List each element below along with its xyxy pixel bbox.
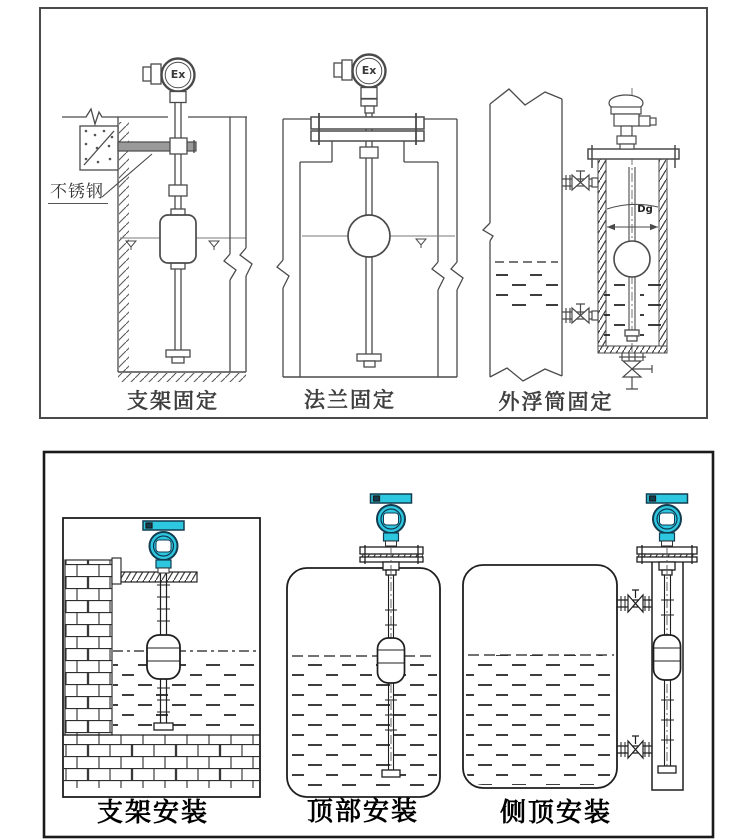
- caption-bracket-installation: 支架安装: [96, 798, 210, 828]
- probe-end-cap: [166, 350, 190, 363]
- diagram-external-chamber-fixing: [483, 88, 679, 389]
- float: [147, 635, 180, 679]
- ceiling-line: [62, 109, 247, 124]
- brick-floor: [64, 735, 259, 788]
- wall-ledge: [112, 558, 121, 584]
- diagram-bracket-installation: [63, 518, 260, 797]
- probe-end-cap: [154, 723, 173, 730]
- diagram-flange-fixing: [277, 55, 463, 378]
- neck-couplings: [361, 99, 377, 113]
- caption-bracket-fixing: 支架固定: [127, 389, 219, 413]
- liquid: [466, 655, 614, 785]
- junction-head: [609, 95, 656, 149]
- ex-mark-bracket-fixing: Ex: [170, 68, 186, 81]
- caption-side-top-installation: 侧顶安装: [499, 798, 613, 828]
- brick-wall: [65, 560, 112, 735]
- upper-connection-valve: [617, 590, 652, 612]
- diagram-bracket-fixing: [62, 59, 252, 383]
- process-tank: [483, 89, 562, 381]
- float: [160, 209, 196, 269]
- upper-isolation-valve: [562, 171, 598, 190]
- ex-head: [143, 59, 195, 103]
- transmitter-head: [647, 494, 688, 546]
- ex-mark-flange-fixing: Ex: [361, 64, 377, 77]
- level-mark: [416, 239, 426, 248]
- mounting-flange: [360, 545, 423, 564]
- ex-head: [334, 55, 386, 99]
- stem-coupling: [360, 147, 378, 158]
- liquid: [290, 656, 437, 794]
- flange: [311, 113, 424, 145]
- stainless-steel-label: 不锈钢: [48, 184, 108, 204]
- probe-end-cap: [357, 354, 381, 367]
- caption-flange-fixing: 法兰固定: [304, 388, 396, 412]
- float-ball: [614, 241, 650, 277]
- lower-connection-valve: [617, 736, 652, 758]
- caption-external-chamber-fixing: 外浮筒固定: [498, 390, 614, 414]
- bottom-drain-valve: [619, 353, 652, 389]
- tank-liquid: [495, 267, 558, 311]
- probe-lower-couplings: [625, 330, 639, 341]
- probe-end-cap: [658, 766, 676, 773]
- diagram-top-installation: [287, 494, 440, 797]
- float: [654, 635, 681, 680]
- stem-coupling: [169, 185, 187, 196]
- caption-top-installation: 顶部安装: [306, 797, 420, 827]
- probe-end-cap: [382, 770, 400, 777]
- float-ball: [348, 215, 390, 257]
- liquid: [113, 656, 258, 733]
- float: [378, 638, 405, 683]
- transmitter-head: [143, 521, 184, 573]
- transmitter-head: [371, 494, 412, 546]
- stem-clamp: [170, 138, 187, 154]
- ground-hatching: [118, 373, 246, 382]
- chamber-diameter-label: Dg: [637, 204, 653, 215]
- wall-hatching: [119, 122, 129, 372]
- diagram-side-top-installation: [463, 494, 697, 790]
- dg-dimension: [607, 224, 658, 230]
- lower-isolation-valve: [562, 304, 598, 323]
